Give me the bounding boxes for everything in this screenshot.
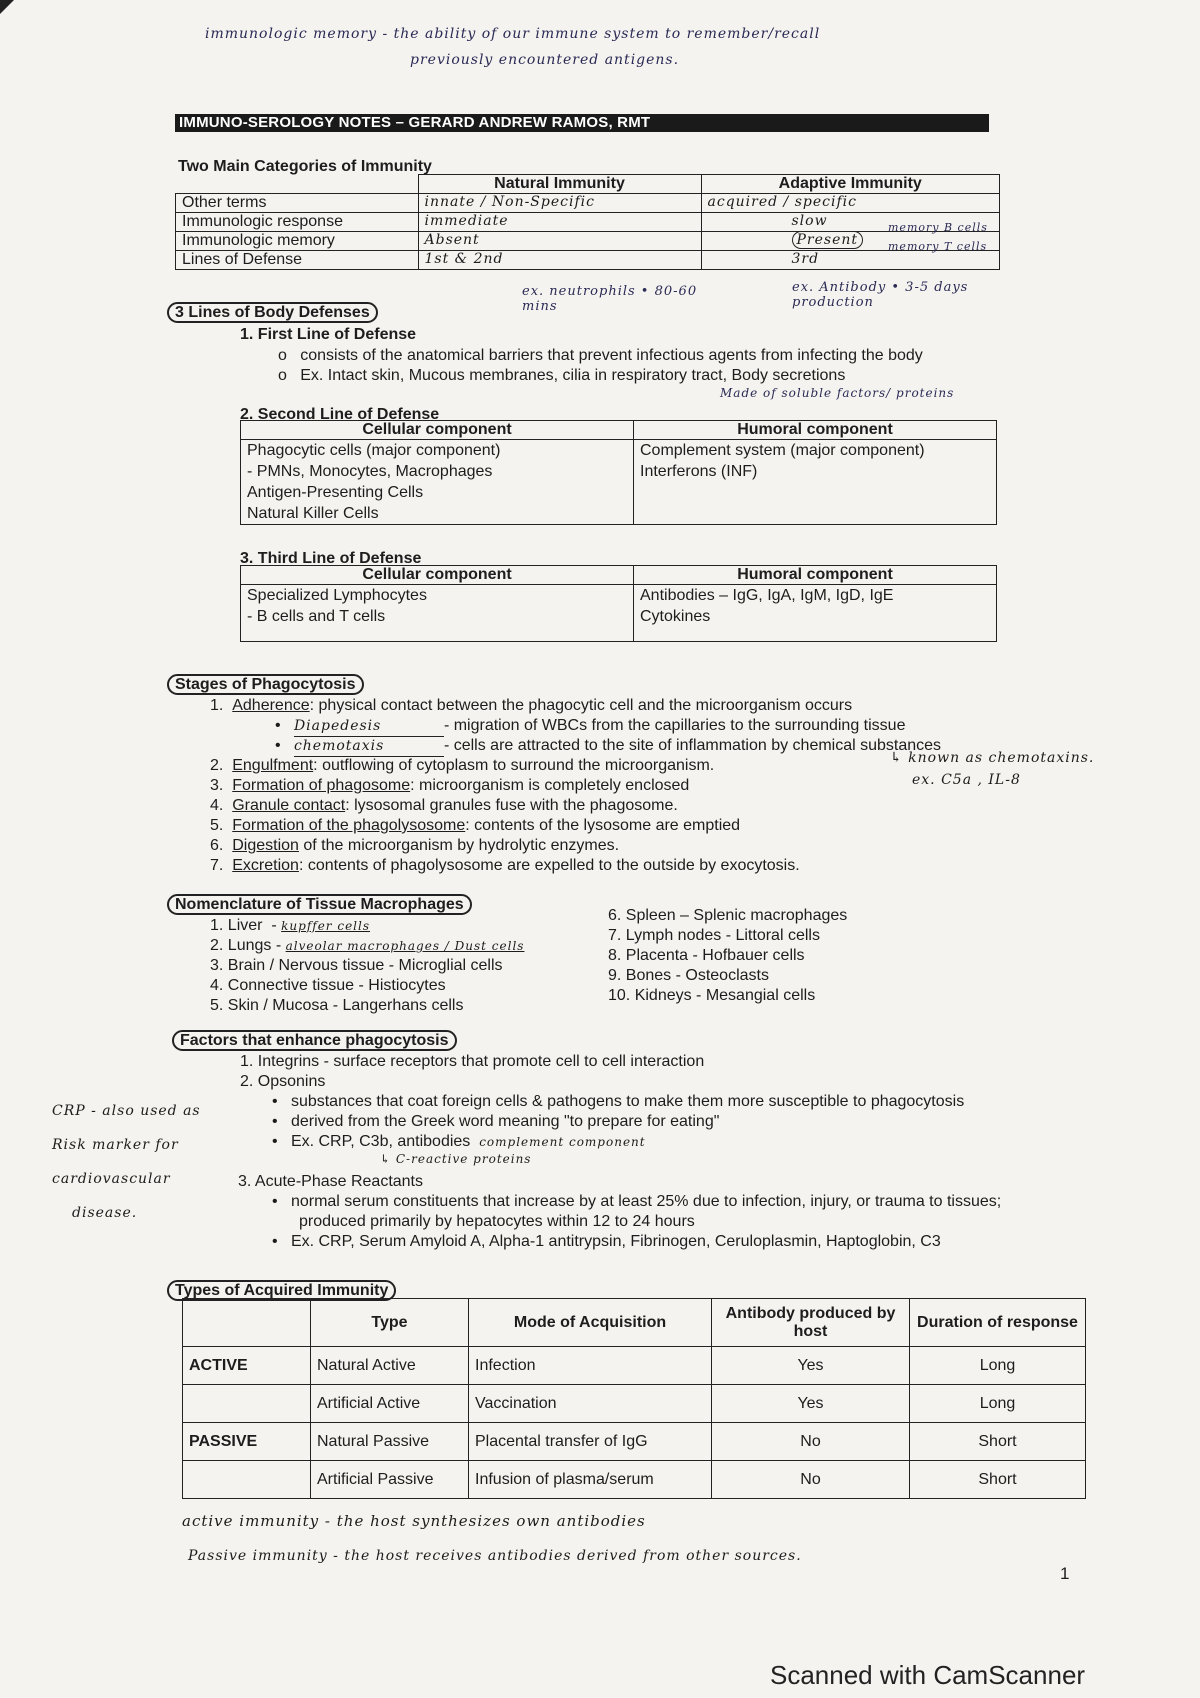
page-corner-mark xyxy=(0,0,14,14)
cell-line: - B cells and T cells xyxy=(247,608,386,625)
table-cell: Yes xyxy=(712,1347,910,1385)
handwritten-antibody: ex. Antibody • 3-5 days production xyxy=(792,280,969,310)
bullet-text: - migration of WBCs from the capillaries to the surrounding tissue xyxy=(443,717,906,734)
section-title-factors xyxy=(172,1032,457,1050)
table-cell: Infection xyxy=(469,1347,712,1385)
table-header-cell xyxy=(183,1299,311,1347)
step-num: 6. xyxy=(210,837,224,854)
second-line-table xyxy=(240,420,997,525)
table-header-row xyxy=(176,175,1000,194)
opsonin-list xyxy=(272,1092,964,1152)
handwritten-crp-side xyxy=(52,1094,201,1230)
acute-phase-list xyxy=(272,1192,1001,1252)
table-cell: Vaccination xyxy=(469,1385,712,1423)
handwritten-note-top-1: immunologic memory - the ability of our immune system to remember/recall xyxy=(205,26,821,42)
table-row xyxy=(241,440,997,525)
phago-desc: : contents of the lysosome are emptied xyxy=(465,817,741,834)
handwritten-diapedesis: Diapedesis xyxy=(294,716,444,737)
phago-term: Adherence xyxy=(232,697,310,714)
table-cell xyxy=(241,440,634,525)
factor-opsonins: 2. Opsonins xyxy=(240,1073,326,1090)
section-title-phagocytosis xyxy=(167,676,364,694)
table-cell: Immunologic memory xyxy=(176,232,419,251)
handwritten-neutrophils: ex. neutrophils • 80-60 mins xyxy=(522,284,698,314)
first-line-text: consists of the anatomical barriers that prevent infectious agents from infecting the body xyxy=(300,347,923,364)
cell-line: Interferons (INF) xyxy=(640,463,758,480)
phago-desc: of the microorganism by hydrolytic enzymes. xyxy=(298,837,620,854)
second-line-title: 2. Second Line of Defense xyxy=(240,406,440,423)
table-cell xyxy=(183,1461,311,1499)
phago-step xyxy=(210,796,800,816)
table-header-cell: Type xyxy=(311,1299,469,1347)
macrophage-item: 8. Placenta - Hofbauer cells xyxy=(608,947,805,964)
opsonin-item: • Ex. CRP, C3b, antibodies complement component xyxy=(272,1133,646,1150)
macrophage-item: 3. Brain / Nervous tissue - Microglial cells xyxy=(210,957,503,974)
table-row xyxy=(241,585,997,642)
bullet-text: normal serum constituents that increase by at least 25% due to infection, injury, or trauma to tissues; xyxy=(290,1193,1002,1210)
phago-desc: : outflowing of cytoplasm to surround the microorganism. xyxy=(313,757,715,774)
phago-term: Digestion xyxy=(232,837,299,854)
apr-item: • normal serum constituents that increase by at least 25% due to infection, injury, or trauma to tissues; xyxy=(272,1193,1002,1210)
crp-side-line: cardiovascular xyxy=(52,1171,171,1187)
table-cell: Lines of Defense xyxy=(176,251,419,270)
table-cell: Absent xyxy=(418,232,701,251)
phago-term: Engulfment xyxy=(232,757,314,774)
phago-step xyxy=(210,816,800,836)
phago-desc: : physical contact between the phagocytic cell and the microorganism occurs xyxy=(309,697,853,714)
table-cell xyxy=(183,1385,311,1423)
phago-title-oval: Stages of Phagocytosis xyxy=(167,674,364,695)
opsonin-item: • derived from the Greek word meaning "to prepare for eating" xyxy=(272,1113,720,1130)
phago-bullet-2: • chemotaxis - cells are attracted to the site of inflammation by chemical substances xyxy=(275,736,941,756)
phago-bullet-1: • Diapedesis - migration of WBCs from the capillaries to the surrounding tissue xyxy=(275,716,905,736)
factor-integrins: 1. Integrins - surface receptors that promote cell to cell interaction xyxy=(240,1053,705,1070)
table-cell: Natural Passive xyxy=(311,1423,469,1461)
table-cell: immediate xyxy=(418,213,701,232)
phago-step xyxy=(210,756,800,776)
table-cell: ACTIVE xyxy=(183,1347,311,1385)
apr-item: • Ex. CRP, Serum Amyloid A, Alpha-1 antitrypsin, Fibrinogen, Ceruloplasmin, Haptoglobin, C3 xyxy=(272,1233,941,1250)
table-row xyxy=(183,1347,1086,1385)
first-line-item: o consists of the anatomical barriers that prevent infectious agents from infecting the body xyxy=(278,347,923,364)
handwritten-passive-def: Passive immunity - the host receives antibodies derived from other sources. xyxy=(188,1548,802,1564)
table-cell: 1st & 2nd xyxy=(418,251,701,270)
crp-side-line: CRP - also used as xyxy=(52,1103,201,1119)
phago-desc: : microorganism is completely enclosed xyxy=(410,777,690,794)
table-row xyxy=(176,194,1000,213)
table-cell: Short xyxy=(910,1461,1086,1499)
handwritten-kupffer: kupffer cells xyxy=(281,919,371,933)
table-cell: Artificial Active xyxy=(311,1385,469,1423)
table-cell: Artificial Passive xyxy=(311,1461,469,1499)
table-row xyxy=(176,251,1000,270)
table-header-cell: Adaptive Immunity xyxy=(701,175,1000,194)
handwritten-c-reactive: ↳ C-reactive proteins xyxy=(380,1152,532,1166)
page-number: 1 xyxy=(1060,1564,1070,1583)
phago-step xyxy=(210,856,800,876)
table-header-cell: Mode of Acquisition xyxy=(469,1299,712,1347)
bullet-text: substances that coat foreign cells & pathogens to make them more susceptible to phagocytosis xyxy=(290,1093,965,1110)
first-line-text: Ex. Intact skin, Mucous membranes, cilia in respiratory tract, Body secretions xyxy=(300,367,846,384)
handwritten-note-top-2: previously encountered antigens. xyxy=(410,52,680,68)
table-cell: Yes xyxy=(712,1385,910,1423)
present-circled: Present xyxy=(792,231,864,249)
table-cell: Natural Active xyxy=(311,1347,469,1385)
table-row xyxy=(176,213,1000,232)
factors-title-oval: Factors that enhance phagocytosis xyxy=(172,1030,457,1051)
handwritten-complement: complement component xyxy=(479,1135,646,1149)
cell-line: - PMNs, Monocytes, Macrophages xyxy=(247,463,493,480)
table-row xyxy=(183,1423,1086,1461)
table-cell: Infusion of plasma/serum xyxy=(469,1461,712,1499)
table-cell: No xyxy=(712,1423,910,1461)
macro-organ: 1. Liver xyxy=(210,917,263,934)
macrophage-item: 1. Liver - kupffer cells xyxy=(210,917,371,934)
table-cell: PASSIVE xyxy=(183,1423,311,1461)
table-cell: innate / Non-Specific xyxy=(418,194,701,213)
cell-line: Antibodies – IgG, IgA, IgM, IgD, IgE xyxy=(640,587,894,604)
table-header-cell: Antibody produced by host xyxy=(712,1299,910,1347)
table-header-cell: Natural Immunity xyxy=(418,175,701,194)
bullet-text: Ex. CRP, Serum Amyloid A, Alpha-1 antitrypsin, Fibrinogen, Ceruloplasmin, Haptoglobin, C3 xyxy=(290,1233,941,1250)
phago-step xyxy=(210,836,800,856)
immunity-table xyxy=(175,174,1000,270)
macrophage-item: 6. Spleen – Splenic macrophages xyxy=(608,907,848,924)
table-cell: slow xyxy=(701,213,1000,232)
handwritten-c5a: ex. C5a , IL-8 xyxy=(912,772,1021,788)
table-row xyxy=(176,232,1000,251)
step-num: 7. xyxy=(210,857,224,874)
table-cell: Placental transfer of IgG xyxy=(469,1423,712,1461)
table-cell xyxy=(241,585,634,642)
table-cell: Long xyxy=(910,1385,1086,1423)
cell-line: Antigen-Presenting Cells xyxy=(247,484,424,501)
table-header-cell: Cellular component xyxy=(241,566,634,585)
table-header-cell xyxy=(176,175,419,194)
macro-organ: 2. Lungs xyxy=(210,937,272,954)
phago-step xyxy=(210,776,800,796)
table-header-cell: Duration of response xyxy=(910,1299,1086,1347)
handwritten-memory-b: memory B cells xyxy=(888,221,988,234)
step-num: 2. xyxy=(210,757,224,774)
macrophage-list-right xyxy=(608,906,847,1006)
step-num: 3. xyxy=(210,777,224,794)
table-row xyxy=(183,1385,1086,1423)
macrophage-item: 7. Lymph nodes - Littoral cells xyxy=(608,927,820,944)
table-cell xyxy=(634,585,997,642)
first-line-title: 1. First Line of Defense xyxy=(240,326,417,343)
macro-title-oval: Nomenclature of Tissue Macrophages xyxy=(167,894,472,915)
macrophage-item: 4. Connective tissue - Histiocytes xyxy=(210,977,446,994)
phago-step-1: 1. Adherence: physical contact between the phagocytic cell and the microorganism occurs xyxy=(210,697,853,714)
table-cell: 3rd xyxy=(701,251,1000,270)
section-title-lines xyxy=(167,304,378,322)
opsonin-item: • substances that coat foreign cells & pathogens to make them more susceptible to phagocytosis xyxy=(272,1093,965,1110)
section-title-macrophages xyxy=(167,896,472,914)
table-cell xyxy=(634,440,997,525)
immunity-table-caption: Two Main Categories of Immunity xyxy=(178,158,432,175)
macrophage-list-left xyxy=(210,916,524,1016)
table-cell: No xyxy=(712,1461,910,1499)
table-header-row xyxy=(183,1299,1086,1347)
acquired-immunity-table xyxy=(182,1298,1086,1499)
bullet-text: - cells are attracted to the site of inflammation by chemical substances xyxy=(443,737,942,754)
third-line-table xyxy=(240,565,997,642)
document-banner: IMMUNO-SEROLOGY NOTES – GERARD ANDREW RAMOS, RMT xyxy=(175,114,989,132)
phago-term: Excretion xyxy=(232,857,299,874)
bullet-text: derived from the Greek word meaning "to prepare for eating" xyxy=(290,1113,720,1130)
camscanner-watermark: Scanned with CamScanner xyxy=(770,1660,1086,1690)
handwritten-alveolar: alveolar macrophages / Dust cells xyxy=(285,939,525,953)
macrophage-item: 2. Lungs - alveolar macrophages / Dust cells xyxy=(210,937,525,954)
handwritten-soluble: Made of soluble factors/ proteins xyxy=(720,386,955,400)
table-cell: Long xyxy=(910,1347,1086,1385)
table-header-row xyxy=(241,421,997,440)
macrophage-item: 9. Bones - Osteoclasts xyxy=(608,967,769,984)
handwritten-known-as: ↳ known as chemotaxins. xyxy=(890,750,1095,766)
phago-desc: : contents of phagolysosome are expelled to the outside by exocytosis. xyxy=(298,857,800,874)
table-cell: Immunologic response xyxy=(176,213,419,232)
acquired-title-oval: Types of Acquired Immunity xyxy=(167,1280,396,1301)
phago-desc: : lysosomal granules fuse with the phagosome. xyxy=(345,797,678,814)
step-num: 5. xyxy=(210,817,224,834)
cell-line: Complement system (major component) xyxy=(640,442,925,459)
handwritten-memory-t: memory T cells xyxy=(888,240,988,253)
first-line-item: o Ex. Intact skin, Mucous membranes, cilia in respiratory tract, Body secretions xyxy=(278,367,846,384)
phago-steps-list xyxy=(210,756,800,876)
table-header-cell: Humoral component xyxy=(634,421,997,440)
phago-term: Formation of the phagolysosome xyxy=(232,817,466,834)
table-row xyxy=(183,1461,1086,1499)
table-header-row xyxy=(241,566,997,585)
table-header-cell: Cellular component xyxy=(241,421,634,440)
cell-line: Specialized Lymphocytes xyxy=(247,587,427,604)
cell-line: Phagocytic cells (major component) xyxy=(247,442,501,459)
cell-line: Natural Killer Cells xyxy=(247,505,379,522)
crp-side-line: Risk marker for xyxy=(52,1137,179,1153)
table-cell: Other terms xyxy=(176,194,419,213)
table-cell: Short xyxy=(910,1423,1086,1461)
apr-item: produced primarily by hepatocytes within 12 to 24 hours xyxy=(299,1213,695,1230)
handwritten-active-def: active immunity - the host synthesizes own antibodies xyxy=(182,1512,646,1530)
step-num: 4. xyxy=(210,797,224,814)
macrophage-item: 5. Skin / Mucosa - Langerhans cells xyxy=(210,997,464,1014)
table-header-cell: Humoral component xyxy=(634,566,997,585)
lines-title-oval: 3 Lines of Body Defenses xyxy=(167,302,378,323)
factor-acute-phase: 3. Acute-Phase Reactants xyxy=(238,1173,423,1190)
crp-side-line: disease. xyxy=(72,1205,138,1221)
cell-line: Cytokines xyxy=(640,608,711,625)
phago-term: Formation of phagosome xyxy=(232,777,411,794)
handwritten-chemotaxis: chemotaxis xyxy=(294,736,444,757)
third-line-title: 3. Third Line of Defense xyxy=(240,550,422,567)
bullet-text: Ex. CRP, C3b, antibodies xyxy=(290,1133,471,1150)
macrophage-item: 10. Kidneys - Mesangial cells xyxy=(608,987,816,1004)
table-cell: acquired / specific xyxy=(701,194,1000,213)
phago-term: Granule contact xyxy=(232,797,346,814)
